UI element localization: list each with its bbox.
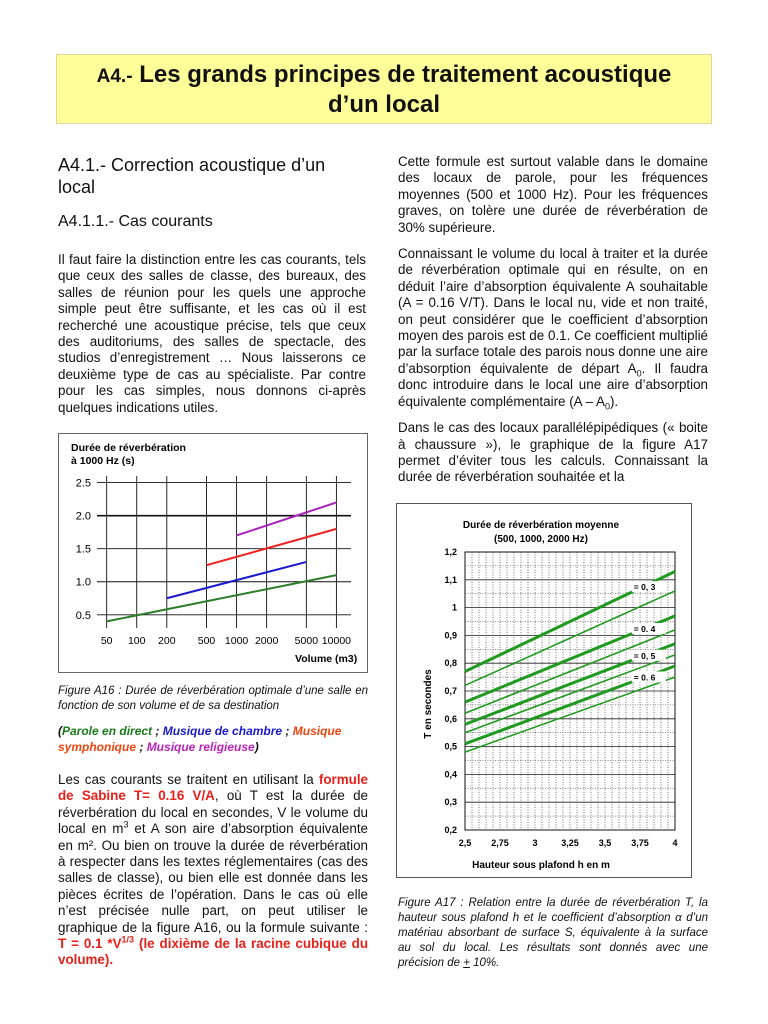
plus-minus-symbol: +	[463, 957, 470, 969]
chart16-x-axis-label: Volume (m3)	[295, 653, 358, 665]
chart16-x-tick-label: 500	[197, 635, 216, 647]
chart17-series-label: = 0, 5	[633, 650, 656, 661]
chart16-x-tick-label: 1000	[224, 635, 249, 647]
chart17-y-tick-label: 0,3	[444, 797, 457, 808]
right-paragraph-1: Cette formule est surtout valable dans le domaine des locaux de parole, pour les fréquences moyennes (500 et 1000 Hz). Pour les fréquences graves, on tolère une durée de réverbération de 30% supérieure.	[398, 154, 708, 235]
sabine-text-2: , où T est la durée de réverbération du local en secondes, V le volume du local en m	[58, 788, 368, 837]
figure-a17	[396, 503, 692, 878]
title-text: Les grands principes de traitement acoustique	[139, 61, 672, 88]
right-paragraph-2-a: Connaissant le volume du local à traiter et la durée de réverbération optimale qui en résulte, on en déduit l’aire d’absorption équivalente A souhaitable (A = 0.16 V/T). Dans le local nu, vide et non traité, on peut considérer que le coefficient d’absorption moyen des parois est de 0.1. Ce coefficient multiplié par la surface totale des parois nous donne une aire d’absorption équivalente de départ A	[398, 246, 708, 376]
chart16-y-tick-label: 1.0	[75, 576, 91, 589]
intro-paragraph: Il faut faire la distinction entre les cas courants, tels que ceux des salles de classe, des bureaux, des salles de réunion pour les quels une approche simple peut être suffisante, et les cas où il est recherché une acoustique précise, tels que ceux des auditoriums, des salles de spectacle, des studios d’enregistrement … Nous laisserons ce deuxième type de cas au spécialiste. Par contre pour les cas simples, nous donnons ci-après quelques indications utiles.	[58, 252, 366, 415]
chart16-title-line-2: à 1000 Hz (s)	[71, 455, 135, 467]
chart16-series-line	[237, 502, 337, 535]
chart17-x-tick-label: 3,25	[561, 838, 579, 848]
chart17-series-line	[465, 655, 675, 733]
subscript-zero-2: 0	[604, 401, 610, 412]
chart17-y-tick-label: 0,8	[444, 658, 457, 669]
subscript-zero: 0	[636, 368, 642, 379]
chart17-x-axis-label: Hauteur sous plafond h en m	[472, 860, 610, 871]
right-paragraph-2	[398, 246, 708, 410]
chart17-y-tick-label: 1,1	[444, 574, 457, 585]
left-column	[58, 154, 366, 426]
chart17-x-tick-label: 3	[532, 838, 538, 848]
legend-religieuse: Musique religieuse	[146, 740, 255, 754]
chart17-series-label: = 0, 3	[633, 582, 656, 593]
sabine-formula: formule de Sabine T= 0.16 V/A	[58, 772, 368, 804]
title-line-2: d’un local	[327, 91, 440, 118]
figure-a17-chart	[397, 504, 691, 877]
chart16-x-tick-label: 2000	[254, 635, 279, 647]
section-heading: A4.1.- Correction acoustique d’un local	[58, 155, 326, 197]
figure-a17-caption-c: 10%.	[469, 957, 500, 969]
chart17-x-tick-label: 3,5	[598, 838, 612, 848]
chart17-y-tick-label: 0,6	[444, 713, 457, 724]
legend-separator-2: ;	[282, 724, 293, 738]
legend-chambre: Musique de chambre	[162, 724, 283, 738]
figure-a16-chart	[59, 434, 367, 672]
chart17-series-label: = 0. 4	[633, 624, 656, 635]
right-paragraph-2-b: . Il faudra donc introduire dans le local une aire d’absorption équivalente complémentaire (A – A	[398, 360, 709, 409]
legend-separator-3: ;	[136, 740, 147, 754]
chart16-title-line-1: Durée de réverbération	[71, 442, 186, 454]
chart17-y-tick-label: 1,2	[444, 547, 457, 557]
chart16-y-tick-label: 2.0	[75, 510, 91, 523]
title-line-1	[57, 61, 711, 91]
right-paragraph-2-c: ).	[609, 393, 619, 409]
cube-root-formula-b: (le dixième de la racine cubique du volume).	[58, 936, 368, 968]
legend-close-paren: )	[254, 740, 259, 754]
legend-parole: Parole en direct	[62, 724, 153, 738]
alpha-symbol: α	[675, 912, 682, 924]
chart16-y-tick-label: 2.5	[75, 477, 91, 490]
sabine-text-3: et A son aire d’absorption équivalente en m². Ou bien on trouve la durée de réverbération à respecter dans les textes réglementaires (cas des salles de classe), ou bien elle est donnée dans les pièces écrites de l’opération. Dans le cas où elle n’est précisée nulle part, on peut utiliser le graphique de la figure A16, ou la formule suivante :	[58, 821, 368, 935]
superscript-three: 3	[123, 819, 129, 830]
chart17-y-tick-label: 0,4	[444, 769, 457, 780]
chart17-title-line-2: (500, 1000, 2000 Hz)	[494, 534, 588, 545]
cube-root-formula-a: T = 0.1 *V	[58, 936, 122, 952]
subsection-heading: A4.1.1.- Cas courants	[58, 213, 213, 230]
legend-symphonique: Musique symphonique	[58, 724, 342, 754]
sabine-text-1: Les cas courants se traitent en utilisant la	[58, 772, 319, 787]
legend-open-paren: (	[58, 724, 62, 738]
sabine-paragraph	[58, 772, 368, 969]
figure-a16	[58, 433, 368, 673]
cube-root-formula	[58, 936, 368, 967]
figure-a17-caption	[398, 896, 708, 971]
chart17-y-tick-label: 0,7	[444, 686, 457, 696]
chart17-y-tick-label: 1	[451, 602, 457, 613]
chart17-series-label: = 0. 6	[633, 672, 656, 683]
chart16-y-tick-label: 1.5	[75, 543, 91, 556]
chart17-x-tick-label: 2,5	[458, 838, 472, 848]
chart17-x-tick-label: 3,75	[631, 838, 649, 848]
figure-a16-legend	[58, 723, 368, 755]
chart17-y-tick-label: 0,5	[444, 741, 457, 752]
chart17-y-axis-label: T en secondes	[423, 669, 434, 739]
chart17-x-tick-label: 4	[672, 838, 678, 848]
title-number: A4.-	[96, 66, 133, 87]
figure-a17-caption-b: d’un matériau absorbant de surface S, équivalente à la surface au sol du local. Les résultats sont donnés avec une précision de	[398, 912, 708, 969]
chart16-series-line	[207, 529, 337, 565]
right-paragraph-3: Dans le cas des locaux parallélépipédiques (« boite à chaussure »), le graphique de la figure A17 permet d’éviter tous les calculs. Connaissant la durée de réverbération souhaitée et la	[398, 420, 708, 485]
figure-a17-caption-a: Figure A17 : Relation entre la durée de réverbération T, la hauteur sous plafond h et le coefficient d’absorption	[398, 897, 708, 924]
legend-separator-1: ;	[152, 724, 163, 738]
title-banner	[56, 54, 712, 124]
chart16-x-tick-label: 100	[127, 635, 146, 647]
chart17-y-tick-label: 0,9	[444, 630, 457, 641]
figure-a16-caption: Figure A16 : Durée de réverbération optimale d’une salle en fonction de son volume et de sa destination	[58, 685, 368, 712]
chart17-x-tick-label: 2,75	[491, 838, 509, 848]
chart16-y-tick-label: 0.5	[75, 609, 91, 622]
chart16-x-tick-label: 50	[100, 635, 113, 647]
chart16-x-tick-label: 10000	[321, 635, 352, 647]
chart16-x-tick-label: 5000	[294, 635, 319, 647]
cube-root-exponent: 1/3	[121, 934, 135, 945]
chart16-x-tick-label: 200	[158, 635, 176, 647]
chart17-title-line-1: Durée de réverbération moyenne	[462, 520, 620, 531]
right-column	[398, 154, 708, 496]
chart17-y-tick-label: 0,2	[444, 825, 457, 835]
